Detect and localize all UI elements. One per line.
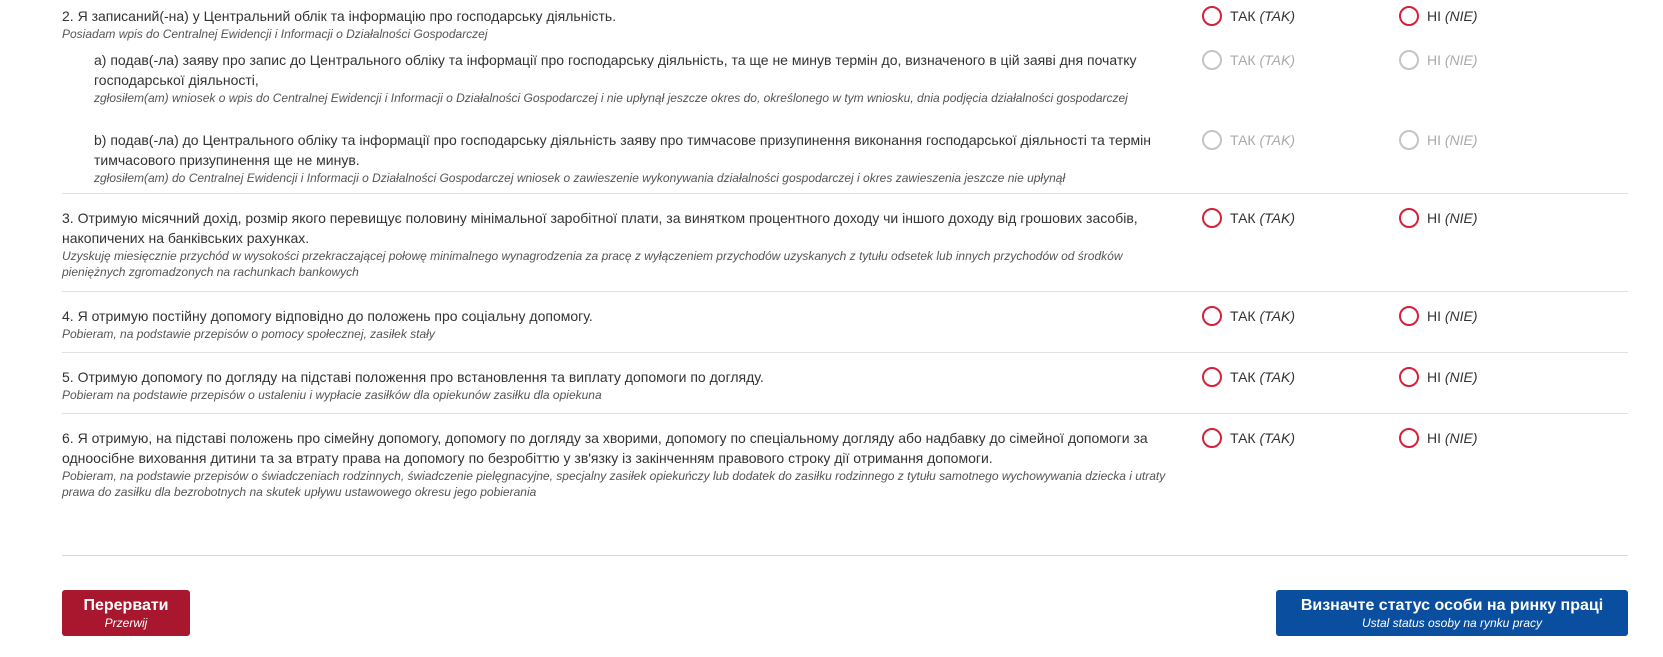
radio-button-icon[interactable] — [1202, 367, 1222, 387]
question-2 — [62, 0, 1628, 44]
question-uk: 3. Отримую місячний дохід, розмір якого перевищує половину мінімальної заробітної плати, за винятком процентного доходу чи іншого доходу від грошових засобів, накопичених на банківських рахунках. — [62, 210, 1138, 246]
question-pl: Pobieram na podstawie przepisów o ustaleniu i wypłacie zasiłków dla opiekunów zasiłku dla opiekuna — [62, 388, 602, 402]
radio-button-icon[interactable] — [1399, 428, 1419, 448]
answer-yes[interactable]: ТАК (TAK) — [1202, 6, 1399, 26]
question-text — [62, 428, 1202, 514]
answer-options — [1202, 50, 1549, 124]
question-pl: Uzyskuję miesięcznie przychód w wysokości przekraczającej połowę minimalnego wynagrodzenia za pracę z wyłączeniem przychodów uzyskanych z tytułu odsetek lub innych przychodów od środków pieniężnych zgromadzonych na rachunkach bankowych — [62, 249, 1123, 279]
radio-button-icon[interactable] — [1202, 428, 1222, 448]
cancel-button[interactable] — [62, 590, 190, 636]
answer-options — [1202, 306, 1549, 352]
question-pl: Pobieram, na podstawie przepisów o pomocy społecznej, zasiłek stały — [62, 327, 435, 341]
radio-button-icon[interactable] — [1399, 208, 1419, 228]
question-uk: а) подав(-ла) заяву про запис до Центрального обліку та інформації про господарську діяльність, та ще не минув термін до, визначеного в цій заяві дня початку господарської діяльності, — [94, 52, 1137, 88]
answer-yes[interactable]: ТАК (TAK) — [1202, 367, 1399, 387]
question-text — [62, 6, 1202, 44]
answer-yes[interactable]: ТАК (TAK) — [1202, 50, 1399, 70]
question-text — [94, 50, 1202, 124]
answer-options — [1202, 6, 1549, 44]
question-pl: Posiadam wpis do Centralnej Ewidencji i Informacji o Działalności Gospodarczej — [62, 27, 488, 41]
answer-no[interactable]: НІ (NIE) — [1399, 367, 1549, 387]
answer-yes[interactable]: ТАК (TAK) — [1202, 130, 1399, 150]
question-2b — [62, 124, 1628, 194]
question-3 — [62, 194, 1628, 292]
answer-options — [1202, 428, 1549, 514]
answer-yes[interactable]: ТАК (TAK) — [1202, 306, 1399, 326]
question-text — [62, 306, 1202, 352]
answer-no[interactable]: НІ (NIE) — [1399, 130, 1549, 150]
answer-no[interactable]: НІ (NIE) — [1399, 208, 1549, 228]
answer-no[interactable]: НІ (NIE) — [1399, 428, 1549, 448]
question-pl: zgłosiłem(am) do Centralnej Ewidencji i Informacji o Działalności Gospodarczej wniosek o zawieszenie wykonywania działalności gospodarczej i okres zawieszenia jeszcze nie upłynął — [94, 171, 1066, 185]
determine-status-button-sublabel: Ustal status osoby na rynku pracy — [1361, 615, 1543, 630]
radio-button-icon[interactable] — [1202, 208, 1222, 228]
question-text — [62, 367, 1202, 413]
question-uk: 2. Я записаний(-на) у Центральний облік та інформацію про господарську діяльність. — [62, 8, 617, 24]
answer-yes[interactable]: ТАК (TAK) — [1202, 428, 1399, 448]
question-6 — [62, 414, 1628, 514]
question-uk: b) подав(-ла) до Центрального обліку та інформації про господарську діяльність заяву про тимчасове призупинення виконання господарської діяльності та термін тимчасового призупинення ще не минув. — [94, 132, 1152, 168]
question-uk: 5. Отримую допомогу по догляду на підставі положення про встановлення та виплату допомоги по догляду. — [62, 369, 764, 385]
answer-no[interactable]: НІ (NIE) — [1399, 6, 1549, 26]
radio-button-icon[interactable] — [1399, 50, 1419, 70]
question-uk: 4. Я отримую постійну допомогу відповідно до положень про соціальну допомогу. — [62, 308, 593, 324]
questionnaire-form — [62, 0, 1628, 514]
answer-options — [1202, 367, 1549, 413]
radio-button-icon[interactable] — [1399, 6, 1419, 26]
question-5 — [62, 353, 1628, 414]
radio-button-icon[interactable] — [1202, 6, 1222, 26]
question-text — [62, 208, 1202, 291]
radio-button-icon[interactable] — [1202, 50, 1222, 70]
answer-options — [1202, 208, 1549, 291]
radio-button-icon[interactable] — [1399, 367, 1419, 387]
radio-button-icon[interactable] — [1202, 130, 1222, 150]
answer-yes[interactable]: ТАК (TAK) — [1202, 208, 1399, 228]
question-4 — [62, 292, 1628, 353]
cancel-button-sublabel: Przerwij — [104, 615, 148, 630]
question-uk: 6. Я отримую, на підставі положень про сімейну допомогу, допомогу по догляду за хворими, допомогу по спеціальному догляду або надбавку до сімейної допомоги за одноосібне виховання дитини та за втрату права на допомогу по безробіттю у зв'язку із закінченням правового строку дії отримання допомоги. — [62, 430, 1148, 466]
answer-options — [1202, 130, 1549, 193]
question-text — [94, 130, 1202, 193]
form-divider — [62, 555, 1628, 556]
radio-button-icon[interactable] — [1399, 306, 1419, 326]
determine-status-button[interactable] — [1276, 590, 1628, 636]
question-pl: zgłosiłem(am) wniosek o wpis do Centralnej Ewidencji i Informacji o Działalności Gospodarczej i nie upłynął jeszcze okres do, określonego w tym wniosku, dnia podjęcia działalności gospodarczej — [94, 91, 1128, 105]
question-2a — [62, 44, 1628, 124]
answer-no[interactable]: НІ (NIE) — [1399, 306, 1549, 326]
cancel-button-label: Перервати — [83, 596, 169, 614]
question-pl: Pobieram, na podstawie przepisów o świadczeniach rodzinnych, świadczenie pielęgnacyjne, specjalny zasiłek opiekuńczy lub dodatek do zasiłku rodzinnego z tytułu samotnego wychowywania dziecka i utraty prawa do zasiłku dla bezrobotnych na skutek upływu ustawowego okresu jego pobierania — [62, 469, 1166, 499]
radio-button-icon[interactable] — [1202, 306, 1222, 326]
answer-no[interactable]: НІ (NIE) — [1399, 50, 1549, 70]
determine-status-button-label: Визначте статус особи на ринку праці — [1300, 596, 1604, 614]
radio-button-icon[interactable] — [1399, 130, 1419, 150]
